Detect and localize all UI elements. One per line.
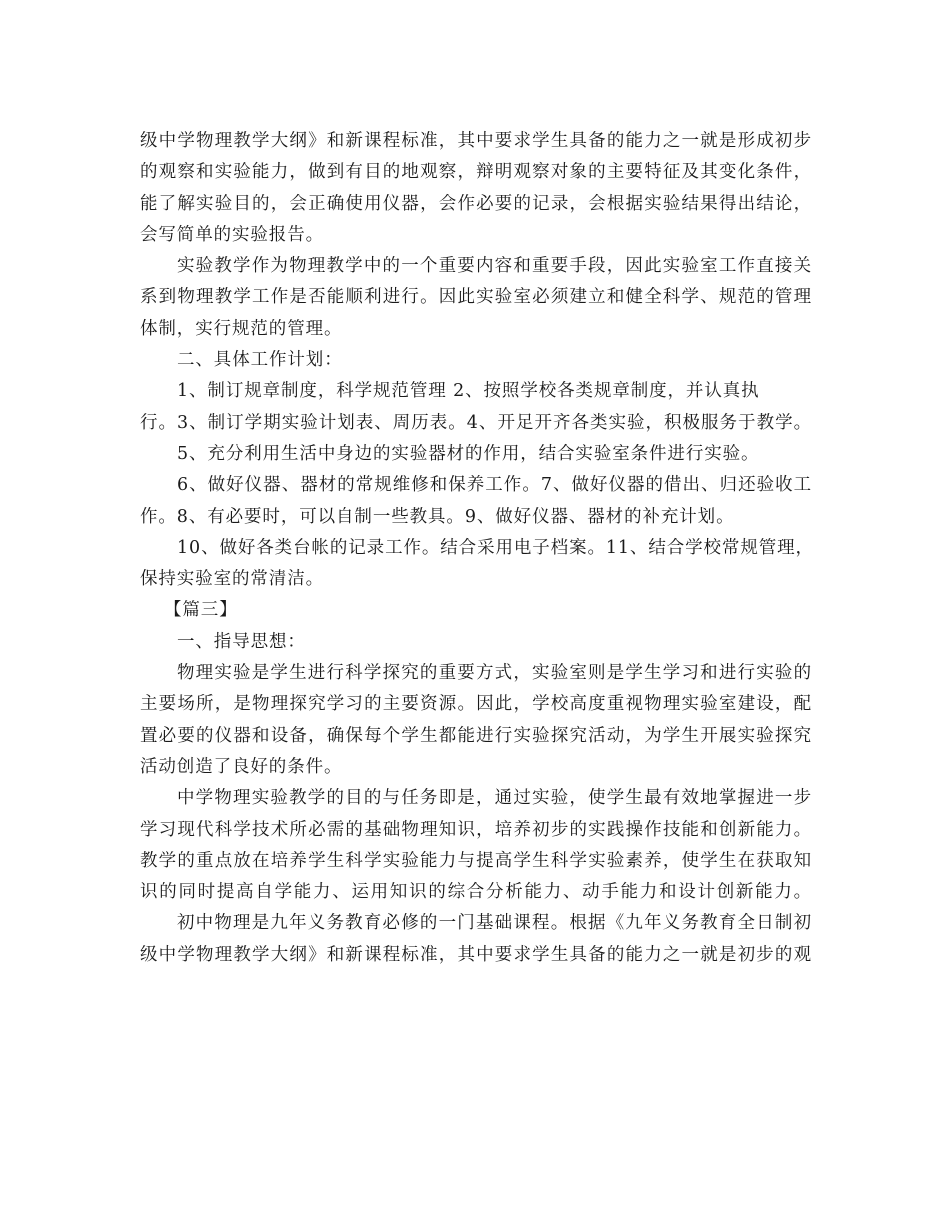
text-line: 行。3、制订学期实验计划表、周历表。4、开足开齐各类实验，积极服务于教学。	[140, 412, 812, 433]
text-line: 活动创造了良好的条件。	[140, 756, 343, 777]
text-line: 1、制订规章制度，科学规范管理 2、按照学校各类规章制度，并认真执	[177, 381, 760, 402]
text-line: 级中学物理教学大纲》和新课程标准，其中要求学生具备的能力之一就是形成初步	[140, 131, 812, 151]
text-line: 教学的重点放在培养学生科学实验能力与提高学生科学实验素养，使学生在获取知	[140, 850, 812, 871]
text-line: 初中物理是九年义务教育必修的一门基础课程。根据《九年义务教育全日制初	[177, 913, 812, 934]
text-line: 体制，实行规范的管理。	[140, 318, 343, 339]
document-page	[140, 126, 812, 971]
text-line: 的观察和实验能力，做到有目的地观察，辩明观察对象的主要特征及其变化条件，	[140, 162, 812, 183]
text-line: 5、充分利用生活中身边的实验器材的作用，结合实验室条件进行实验。	[177, 443, 760, 464]
text-line: 主要场所，是物理探究学习的主要资源。因此，学校高度重视物理实验室建设，配	[140, 694, 812, 715]
text-line: 置必要的仪器和设备，确保每个学生都能进行实验探究活动，为学生开展实验探究	[140, 725, 812, 746]
text-line: 作。8、有必要时，可以自制一些教具。9、做好仪器、器材的补充计划。	[140, 506, 735, 527]
text-line: 系到物理教学工作是否能顺利进行。因此实验室必须建立和健全科学、规范的管理	[140, 287, 812, 308]
text-line: 实验教学作为物理教学中的一个重要内容和重要手段，因此实验室工作直接关	[177, 256, 812, 277]
text-line: 6、做好仪器、器材的常规维修和保养工作。7、做好仪器的借出、归还验收工	[177, 475, 812, 496]
text-line: 学习现代科学技术所必需的基础物理知识，培养初步的实践操作技能和创新能力。	[140, 819, 812, 840]
text-line: 会写简单的实验报告。	[140, 224, 324, 245]
text-line: 10、做好各类台帐的记录工作。结合采用电子档案。11、结合学校常规管理，	[177, 537, 814, 558]
text-line: 识的同时提高自学能力、运用知识的综合分析能力、动手能力和设计创新能力。	[140, 882, 812, 903]
text-line: 保持实验室的常清洁。	[140, 569, 324, 590]
text-line: 级中学物理教学大纲》和新课程标准，其中要求学生具备的能力之一就是初步的观	[140, 944, 812, 965]
text-line: 一、指导思想：	[177, 631, 306, 652]
text-line: 二、具体工作计划：	[177, 350, 343, 371]
text-line: 【篇三】	[164, 600, 238, 621]
text-line: 能了解实验目的，会正确使用仪器，会作必要的记录，会根据实验结果得出结论，	[140, 193, 812, 214]
text-line: 物理实验是学生进行科学探究的重要方式，实验室则是学生学习和进行实验的	[177, 663, 812, 684]
text-line: 中学物理实验教学的目的与任务即是，通过实验，使学生最有效地掌握进一步	[177, 788, 812, 809]
